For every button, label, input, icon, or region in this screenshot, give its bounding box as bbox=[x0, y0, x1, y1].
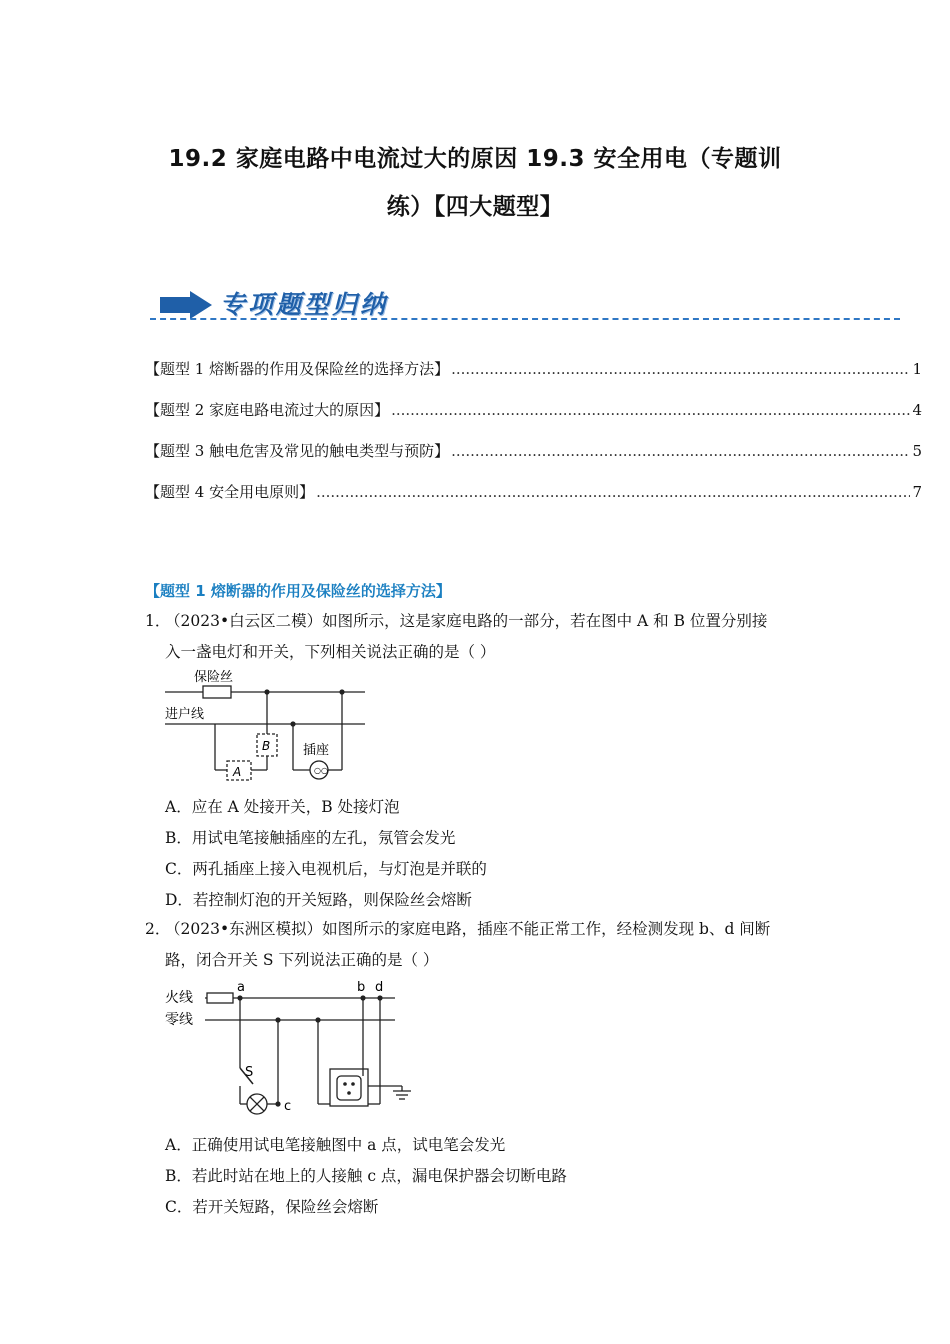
question-number: 2． bbox=[145, 920, 171, 938]
question-number: 1． bbox=[145, 612, 171, 630]
q2-option-a[interactable]: A．正确使用试电笔接触图中 a 点，试电笔会发光 bbox=[165, 1136, 506, 1154]
question-text-line1: （2023•白云区二模）如图所示，这是家庭电路的一部分，若在图中 A 和 B 位置分别接 bbox=[165, 612, 768, 630]
toc-item-page: 4 bbox=[912, 401, 922, 419]
fuse-label: 保险丝 bbox=[194, 670, 234, 685]
banner-title: 专项题型归纳 bbox=[220, 290, 389, 319]
toc-leader-dots bbox=[451, 442, 910, 460]
q1-option-d[interactable]: D．若控制灯泡的开关短路，则保险丝会熔断 bbox=[165, 891, 472, 909]
toc-item-4[interactable] bbox=[145, 481, 922, 502]
point-d-label: d bbox=[375, 980, 384, 995]
question-text-line1: （2023•东洲区模拟）如图所示的家庭电路，插座不能正常工作，经检测发现 b、d 间断 bbox=[165, 920, 771, 938]
circuit-diagram-1 bbox=[160, 664, 375, 784]
question-text-line2: 入一盏电灯和开关，下列相关说法正确的是（ ） bbox=[165, 643, 496, 661]
point-b-label: b bbox=[357, 980, 366, 995]
toc-item-label: 【题型 3 触电危害及常见的触电类型与预防】 bbox=[145, 442, 450, 460]
q1-option-b[interactable]: B．用试电笔接触插座的左孔，氖管会发光 bbox=[165, 829, 456, 847]
position-b-label: B bbox=[262, 739, 271, 753]
toc-item-1[interactable] bbox=[145, 358, 922, 379]
q1-option-c[interactable]: C．两孔插座上接入电视机后，与灯泡是并联的 bbox=[165, 860, 487, 878]
toc-item-label: 【题型 2 家庭电路电流过大的原因】 bbox=[145, 401, 390, 419]
banner-divider bbox=[150, 318, 900, 320]
circuit-diagram-2 bbox=[160, 978, 430, 1118]
toc-item-label: 【题型 4 安全用电原则】 bbox=[145, 483, 315, 501]
position-a-label: A bbox=[233, 765, 242, 779]
socket-holes-icon: ○○ bbox=[314, 766, 328, 775]
q2-option-b[interactable]: B．若此时站在地上的人接触 c 点，漏电保护器会切断电路 bbox=[165, 1167, 567, 1185]
neutral-wire-label: 零线 bbox=[165, 1012, 193, 1028]
question-2 bbox=[145, 914, 815, 976]
q1-option-a[interactable]: A．应在 A 处接开关，B 处接灯泡 bbox=[165, 798, 400, 816]
arrow-right-icon bbox=[160, 291, 212, 319]
toc-item-3[interactable] bbox=[145, 440, 922, 461]
toc-item-page: 7 bbox=[912, 483, 922, 501]
point-c-label: c bbox=[284, 1099, 292, 1114]
section-heading: 【题型 1 熔断器的作用及保险丝的选择方法】 bbox=[145, 582, 451, 600]
toc-item-label: 【题型 1 熔断器的作用及保险丝的选择方法】 bbox=[145, 360, 450, 378]
question-1 bbox=[145, 606, 815, 668]
page-title-line1: 19.2 家庭电路中电流过大的原因 19.3 安全用电（专题训 bbox=[168, 146, 782, 172]
live-wire-label: 火线 bbox=[165, 990, 193, 1006]
question-text-line2: 路，闭合开关 S 下列说法正确的是（ ） bbox=[165, 951, 439, 969]
toc-leader-dots bbox=[451, 360, 910, 378]
switch-s-label: S bbox=[245, 1065, 254, 1080]
page-title-line2: 练）【四大题型】 bbox=[386, 194, 564, 220]
q2-option-c[interactable]: C．若开关短路，保险丝会熔断 bbox=[165, 1198, 379, 1216]
toc-leader-dots bbox=[391, 401, 910, 419]
toc-item-page: 1 bbox=[912, 360, 922, 378]
entry-line-label: 进户线 bbox=[165, 707, 205, 722]
toc-item-2[interactable] bbox=[145, 399, 922, 420]
toc-item-page: 5 bbox=[912, 442, 922, 460]
toc-leader-dots bbox=[316, 483, 910, 501]
point-a-label: a bbox=[237, 980, 245, 995]
socket-label: 插座 bbox=[303, 743, 330, 758]
